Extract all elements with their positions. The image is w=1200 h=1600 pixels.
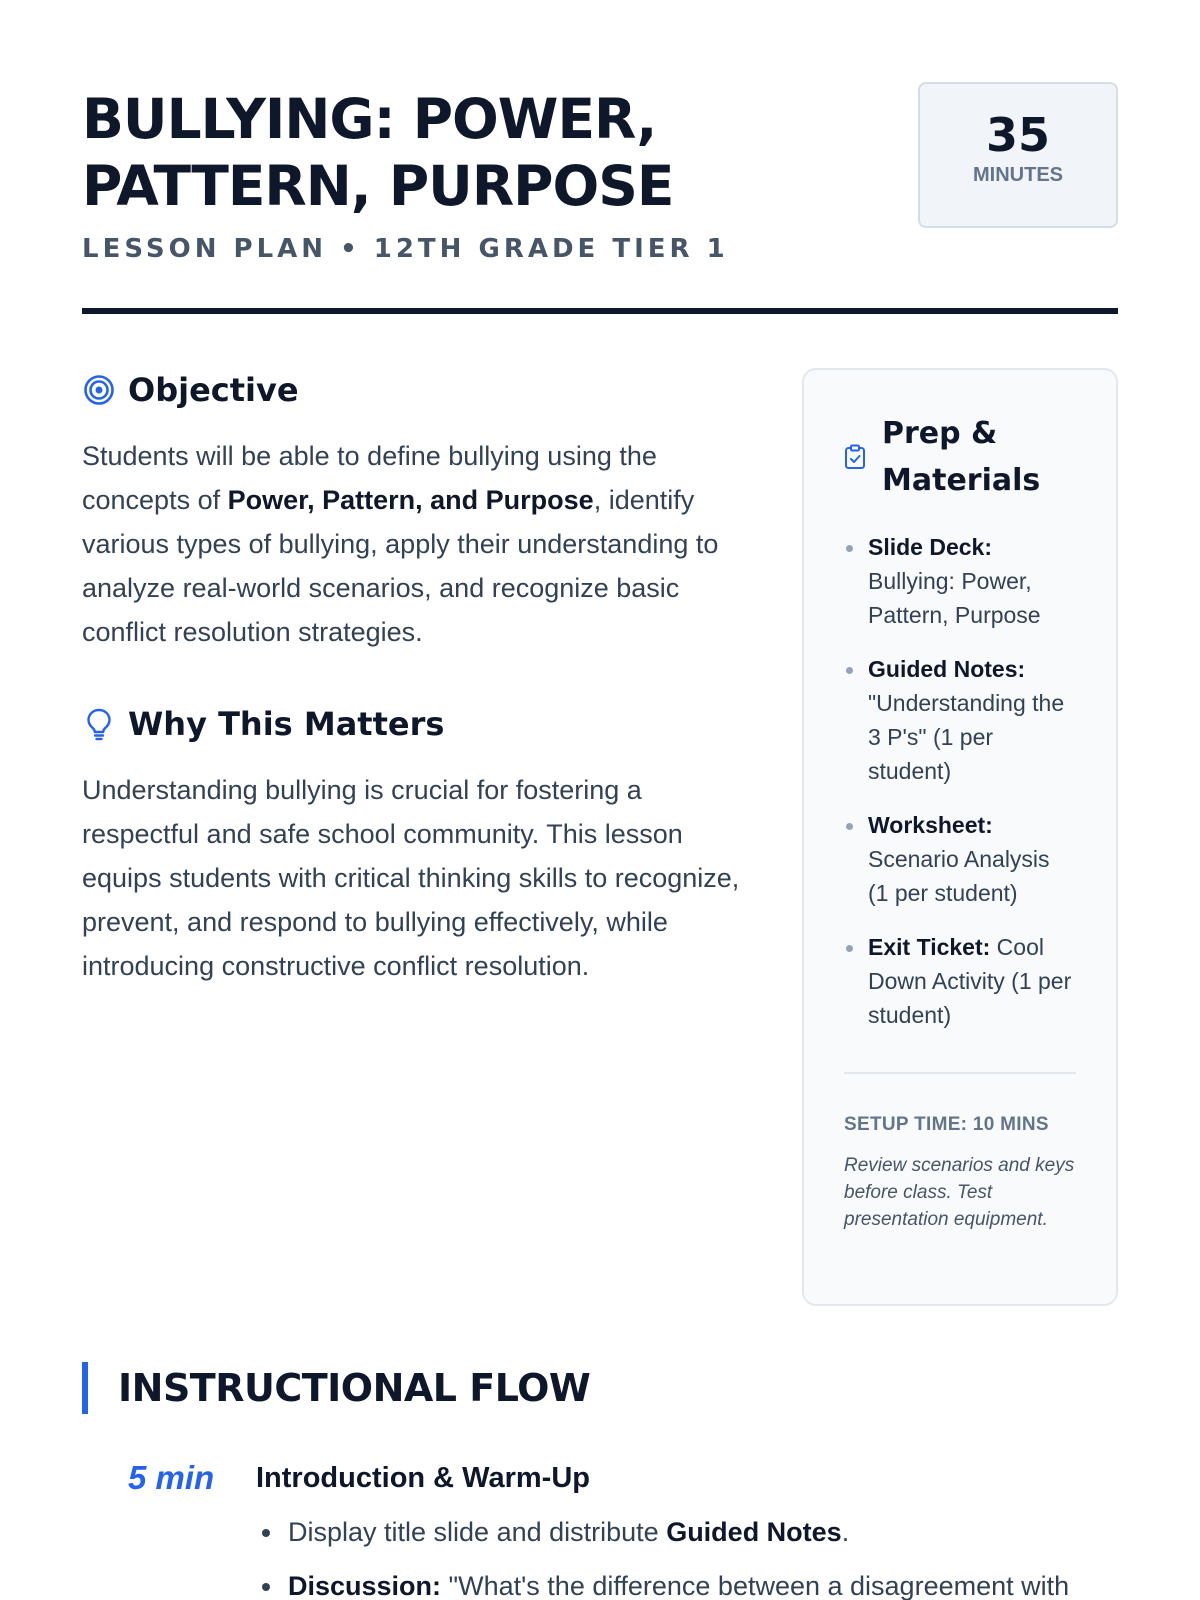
header-divider xyxy=(82,308,1118,314)
objective-text-start: Students will be able to define bullying using the concepts of xyxy=(82,441,657,515)
material-label: Exit Ticket: xyxy=(868,934,991,960)
page-title xyxy=(82,80,842,220)
target-icon xyxy=(82,373,116,407)
step-title: Introduction & Warm-Up xyxy=(256,1462,590,1494)
main-column xyxy=(82,368,762,988)
material-label: Slide Deck: xyxy=(868,534,992,560)
clipboard-check-icon xyxy=(844,444,868,470)
bullet-text-bold: Guided Notes xyxy=(666,1517,842,1547)
objective-text xyxy=(82,434,762,654)
material-label: Guided Notes: xyxy=(868,656,1026,682)
material-text: "Understanding the 3 P's" (1 per student) xyxy=(868,690,1065,784)
bullet-text-start: Display title slide and distribute xyxy=(288,1517,667,1547)
material-item-worksheet xyxy=(844,808,1076,910)
prep-materials-card xyxy=(802,368,1118,1306)
flow-heading: INSTRUCTIONAL FLOW xyxy=(118,1366,591,1410)
why-heading: Why This Matters xyxy=(128,705,445,743)
step-duration: 5 min xyxy=(128,1459,215,1496)
flow-step xyxy=(82,1458,1118,1600)
bullet-text-end: . xyxy=(841,1517,850,1547)
content-columns xyxy=(82,368,1118,1306)
duration-unit: MINUTES xyxy=(973,164,1063,186)
flow-heading-row xyxy=(82,1362,1118,1414)
flow-accent-bar xyxy=(82,1362,88,1414)
prep-heading: Prep & Materials xyxy=(882,416,1041,498)
setup-note: Review scenarios and keys before class. Test presentation equipment. xyxy=(844,1155,1075,1230)
material-item-exit-ticket xyxy=(844,930,1076,1032)
material-item-slide-deck xyxy=(844,530,1076,632)
objective-heading: Objective xyxy=(128,371,299,409)
objective-text-end: , identify various types of bullying, apply their understanding to analyze real-world scenarios, and recognize basic conflict resolution strategies. xyxy=(82,485,719,647)
title-line-1: BULLYING: POWER, xyxy=(82,87,657,151)
bullet-label: Discussion: xyxy=(288,1571,442,1600)
setup-time-label: SETUP TIME: 10 MINS xyxy=(844,1114,1049,1135)
step-bullet xyxy=(256,1566,1118,1600)
duration-badge xyxy=(918,82,1118,228)
lightbulb-icon xyxy=(82,707,116,741)
prep-heading-row xyxy=(844,410,1076,504)
title-line-2: PATTERN, PURPOSE xyxy=(82,154,674,218)
duration-value: 35 xyxy=(985,108,1050,162)
material-text: Bullying: Power, Pattern, Purpose xyxy=(868,568,1041,628)
material-text: Cool Down Activity (1 per student) xyxy=(868,934,1072,1028)
lesson-header xyxy=(82,80,1118,308)
instructional-flow-section xyxy=(82,1362,1118,1600)
step-bullet xyxy=(256,1512,1118,1552)
material-text: Scenario Analysis (1 per student) xyxy=(868,846,1050,906)
why-text: Understanding bullying is crucial for fostering a respectful and safe school community. This lesson equips students with critical thinking skills to recognize, prevent, and respond to bullying effectively, while introducing constructive conflict resolution. xyxy=(82,775,740,981)
material-label: Worksheet: xyxy=(868,812,993,838)
bullet-text: "What's the difference between a disagreement with xyxy=(441,1571,1070,1600)
objective-text-bold: Power, Pattern, and Purpose xyxy=(227,485,594,515)
materials-list xyxy=(844,530,1076,1032)
step-bullets xyxy=(256,1512,1118,1600)
page-subtitle: LESSON PLAN • 12TH GRADE TIER 1 xyxy=(82,234,729,264)
material-item-guided-notes xyxy=(844,652,1076,788)
objective-heading-row xyxy=(82,368,762,412)
why-heading-row xyxy=(82,702,762,746)
prep-divider xyxy=(844,1072,1076,1074)
step-body xyxy=(256,1458,1118,1600)
